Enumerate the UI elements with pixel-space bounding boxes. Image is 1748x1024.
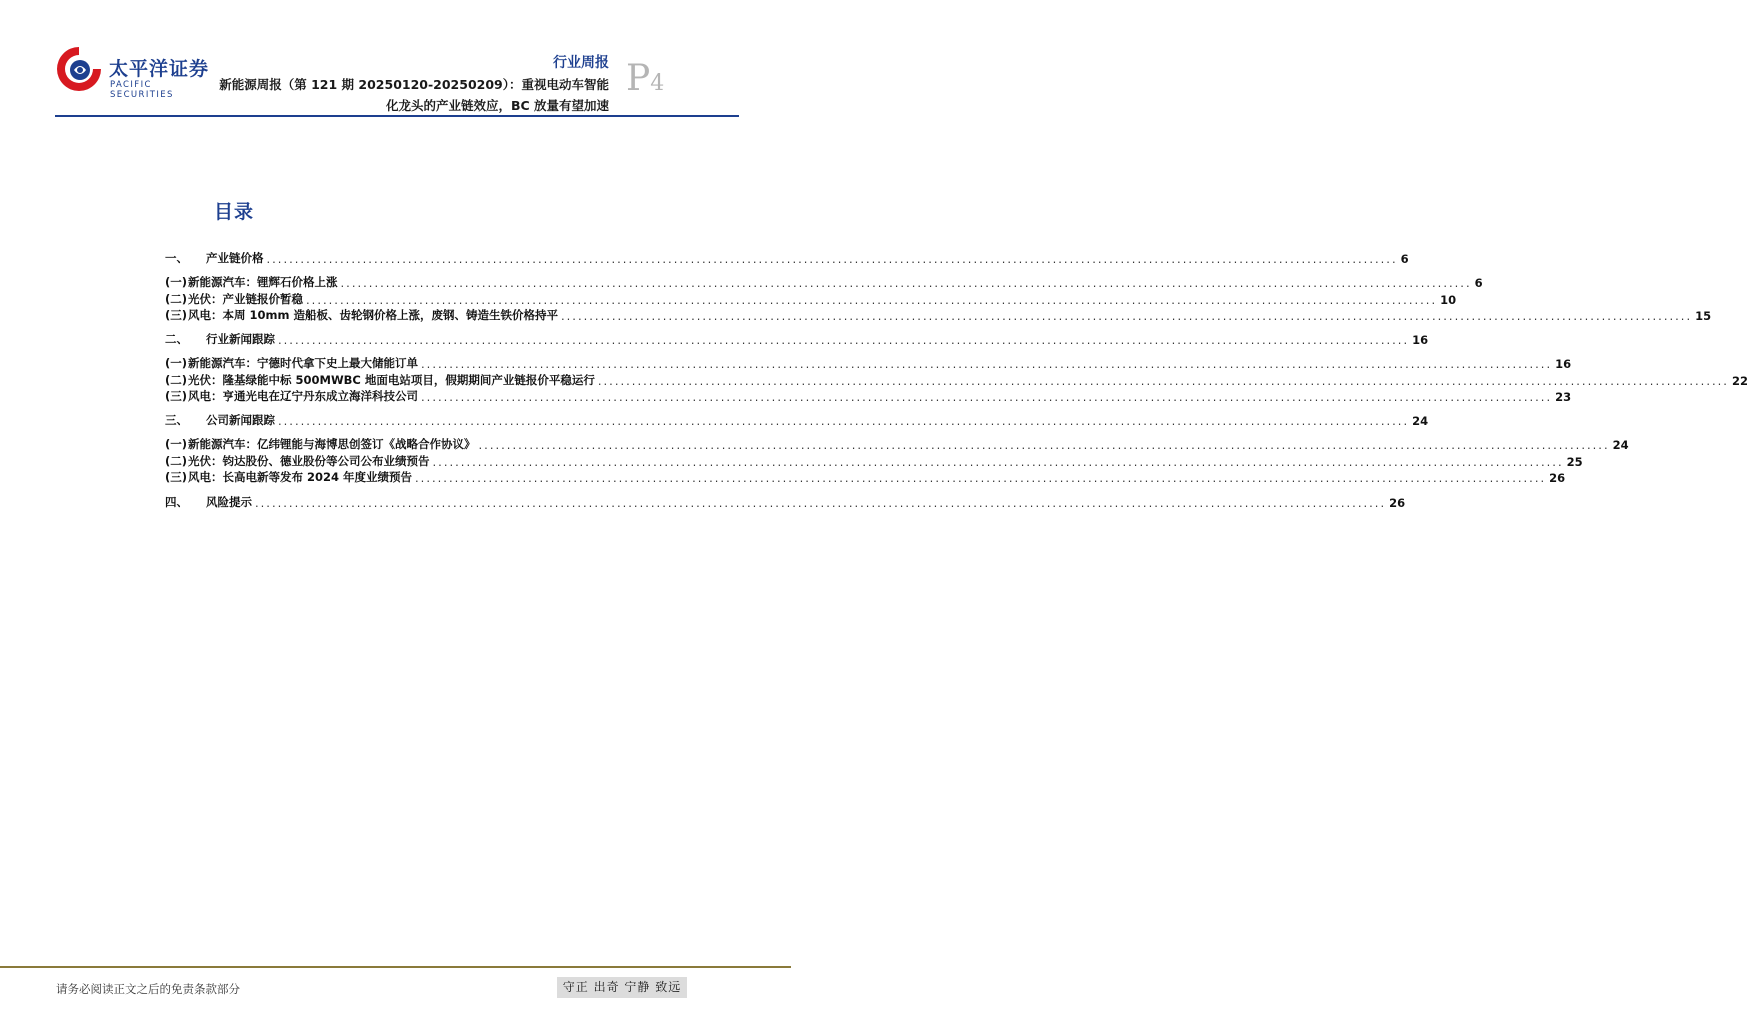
toc-leader-dots: ........................................................................................................................................................................................................ [421,390,1553,404]
toc-entry-label: 风险提示 [206,495,252,509]
toc-entry-page: 24 [1612,438,1629,452]
toc-entry[interactable] [165,434,1629,452]
toc-entry-label: 光伏：产业链报价暂稳 [188,292,304,306]
toc-entry-page: 16 [1412,333,1429,347]
toc-entry-label: 新能源汽车：亿纬锂能与海博思创签订《战略合作协议》 [188,437,476,451]
toc-entry[interactable] [165,329,1429,347]
toc-leader-dots: ........................................................................................................................................................................................................ [478,438,1610,452]
page-number [626,58,664,99]
toc-entry-page: 10 [1440,293,1457,307]
toc-entry-label: 行业新闻跟踪 [206,332,275,346]
toc-entry-page: 26 [1389,496,1406,510]
logo-chinese-name: 太平洋证券 [109,58,210,80]
toc-entry[interactable] [165,353,1572,371]
report-type: 行业周报 [553,55,609,71]
toc-entry[interactable] [165,492,1406,510]
toc-entry-label: 产业链价格 [206,251,264,265]
toc-entry-number: 四、 [165,495,188,509]
toc-leader-dots: ........................................................................................................................................................................................................ [597,374,1729,388]
toc-entry-page: 24 [1412,414,1429,428]
toc-leader-dots: ........................................................................................................................................................................................................ [415,471,1547,485]
pacific-securities-logo-icon [55,44,103,94]
report-title [169,74,609,116]
toc-entry-number: (三) [165,308,188,322]
toc-entry-number: (二) [165,373,188,387]
toc-leader-dots: ........................................................................................................................................................................................................ [255,496,1387,510]
toc-entry-page: 6 [1400,252,1409,266]
toc-leader-dots: ........................................................................................................................................................................................................ [306,293,1438,307]
toc-entry-page: 6 [1474,276,1483,290]
toc-entry-number: (二) [165,454,188,468]
toc-leader-dots: ........................................................................................................................................................................................................ [278,333,1410,347]
toc-leader-dots: ........................................................................................................................................................................................................ [340,276,1472,290]
toc-entry-label: 光伏：隆基绿能中标 500MWBC 地面电站项目，假期期间产业链报价平稳运行 [188,373,595,387]
page-number-value: 4 [650,71,665,96]
toc-entry-number: 三、 [165,413,188,427]
toc-entry-label: 公司新闻跟踪 [206,413,275,427]
toc-entry-label: 新能源汽车：宁德时代拿下史上最大储能订单 [188,356,419,370]
toc-entry-page: 15 [1695,309,1712,323]
toc-entry-page: 16 [1555,357,1572,371]
toc-entry-number: (二) [165,292,188,306]
footer-motto: 守正 出奇 宁静 致远 [557,977,687,998]
toc-leader-dots: ........................................................................................................................................................................................................ [561,309,1693,323]
report-title-line-2: 化龙头的产业链效应，BC 放量有望加速 [385,98,609,113]
toc-leader-dots: ........................................................................................................................................................................................................ [266,252,1398,266]
logo-english-name: PACIFIC SECURITIES [110,80,174,100]
toc-leader-dots: ........................................................................................................................................................................................................ [432,455,1564,469]
toc-entry[interactable] [165,305,1712,323]
toc-entry-number: (三) [165,470,188,484]
report-title-line-1: 新能源周报（第 121 期 20250120-20250209）：重视电动车智能 [219,77,609,92]
toc-entry-number: (一) [165,437,188,451]
toc-entry-label: 光伏：钧达股份、德业股份等公司公布业绩预告 [188,454,430,468]
footer-divider [0,966,791,968]
toc-entry-page: 22 [1731,374,1748,388]
toc-entry-label: 风电：亨通光电在辽宁丹东成立海洋科技公司 [188,389,419,403]
toc-entry-number: 二、 [165,332,188,346]
toc-entry[interactable] [165,386,1572,404]
header-divider [55,115,739,117]
toc-entry-page: 25 [1566,455,1583,469]
toc-entry-label: 新能源汽车：锂辉石价格上涨 [188,275,338,289]
toc-entry[interactable] [165,248,1409,266]
toc-entry[interactable] [165,467,1566,485]
toc-entry-label: 风电：本周 10mm 造船板、齿轮钢价格上涨，废钢、铸造生铁价格持平 [188,308,558,322]
toc-entry[interactable] [165,410,1429,428]
toc-entry-number: (一) [165,275,188,289]
toc-entry-number: 一、 [165,251,188,265]
toc-entry-page: 26 [1549,471,1566,485]
toc-entry-number: (三) [165,389,188,403]
toc-entry-label: 风电：长高电新等发布 2024 年度业绩预告 [188,470,413,484]
toc-leader-dots: ........................................................................................................................................................................................................ [278,414,1410,428]
toc-entry-number: (一) [165,356,188,370]
footer-disclaimer: 请务必阅读正文之后的免责条款部分 [56,982,240,996]
toc-leader-dots: ........................................................................................................................................................................................................ [421,357,1553,371]
toc-heading: 目录 [214,201,255,223]
toc-entry-page: 23 [1555,390,1572,404]
page-prefix: P [626,58,651,99]
toc-entry[interactable] [165,272,1483,290]
